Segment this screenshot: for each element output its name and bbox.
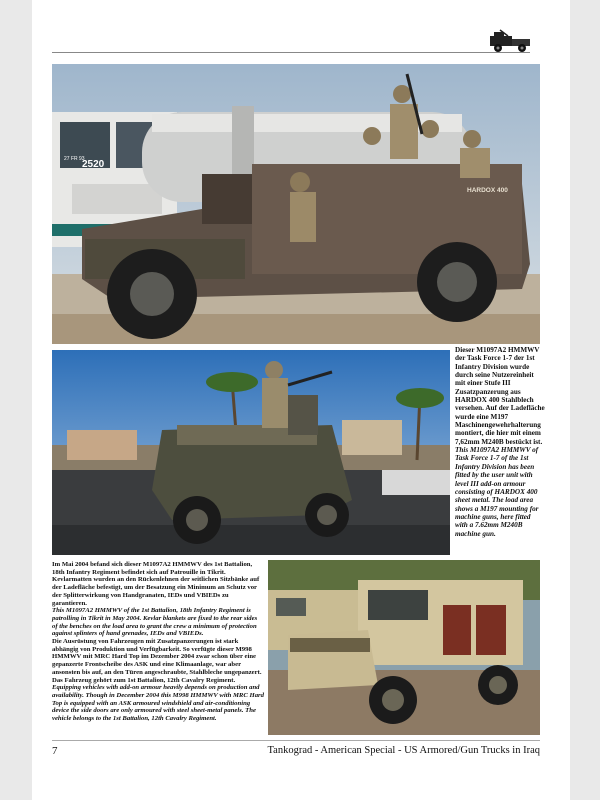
caption-english-2: Equipping vehicles with add-on armour heavily depends on production and availability. Though in December 2004 this M998 HMMWV with MRC Hard Top is equipped with an ASK armoured windshield and air-conditioning device the side doors are only armoured with steel sheet-metal panels. The vehicle belongs to the 1st Battalion, 12th Cavalry Regiment.: [52, 684, 264, 723]
header-rule: [52, 52, 530, 53]
caption-english: This M1097A2 HMMWV of Task Force 1-7 of the 1st Infantry Division has been fitted by the user unit with level III add-on armour consisting of HARDOX 400 sheet metal. The load area shows a M197 mounting for machine guns, here fitted with a 7.62mm M240B machine gun.: [455, 446, 539, 538]
caption-top-right: [455, 346, 545, 538]
truck-number: 2520: [82, 159, 105, 170]
photo-armored-humvee-convoy: [52, 64, 540, 344]
photo-patrol-tikrit: [52, 350, 450, 555]
photo-hard-top-humvee: [268, 560, 540, 735]
page-number: 7: [52, 745, 58, 757]
caption-german-1: Im Mai 2004 befand sich dieser M1097A2 HMMWV des 1st Battalion, 18th Infantry Regiment befindet sich auf Patrouille in Tikrit. Kevlarmatten wurden an den Rückenlehnen der seitlichen Sitzbänke auf der Ladefläche befestigt, um der Besatzung ein Minimum an Schutz vor der Splitterwirkung von Handgranaten, IEDs und VBIEDs zu garantieren.: [52, 561, 260, 607]
caption-german: Dieser M1097A2 HMMWV der Task Force 1-7 der 1st Infantry Division wurde durch seine Nutzereinheit mit einer Stufe III Zusatzpanzerung aus HARDOX 400 Stahlblech versehen. Auf der Ladefläche wurde eine M197 Maschinengewehrhalterung montiert, die hier mit einem 7,62mm M240B bestückt ist.: [455, 346, 545, 446]
footer-title: Tankograd - American Special - US Armored/Gun Trucks in Iraq: [267, 745, 540, 756]
hardox-marking: HARDOX 400: [467, 187, 508, 194]
caption-german-2: Die Ausrüstung von Fahrzeugen mit Zusatzpanzerungen ist stark abhängig von Produktion und Verfügbarkeit. So verfügte dieser M998 HMMWV mit MRC Hard Top im Dezember 2004 zwar schon über eine gepanzerte Frontscheibe des ASK und eine Klimaanlage, war aber ansonsten bis auf, an den Türen angeschraubte, Stahlbleche ungepanzert. Das Fahrzeug gehört zum 1st Battalion, 12th Cavalry Regiment.: [52, 638, 262, 684]
footer-rule: [52, 740, 540, 741]
caption-english-1: This M1097A2 HMMWV of the 1st Battalion, 18th Infantry Regiment is patrolling in Tikrit in May 2004. Kevlar blankets are fixed to the rear sides of the benches on the load area to grant the crew a minimum of protection against splinters of hand grenades, IEDs and VBIEDs.: [52, 607, 258, 638]
door-code: 27 FR 93: [64, 156, 85, 162]
page: [32, 0, 570, 800]
caption-bottom-left: [52, 561, 264, 723]
